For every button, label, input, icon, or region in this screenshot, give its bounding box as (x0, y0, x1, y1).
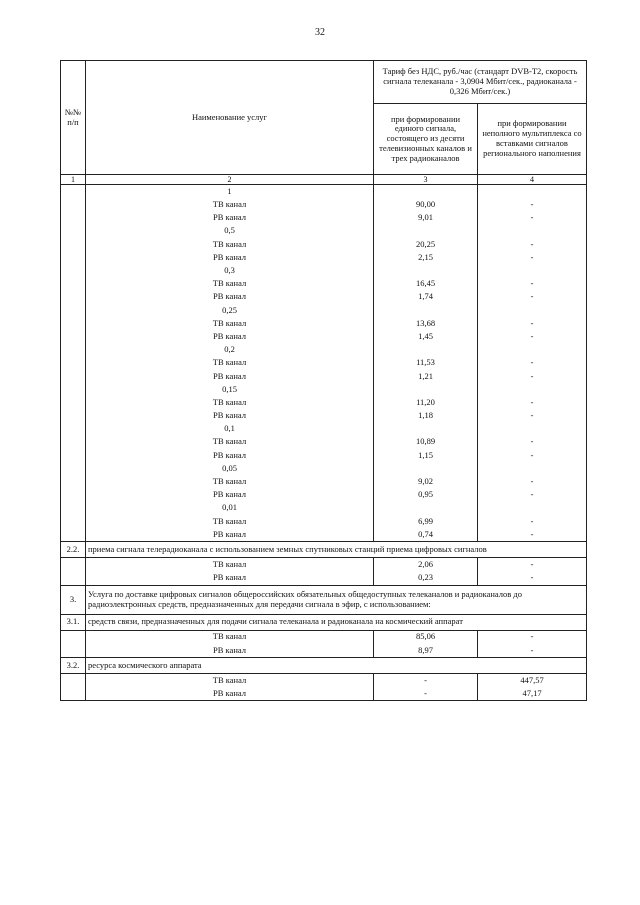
table-row (61, 515, 587, 528)
row-label: РВ канал (86, 251, 374, 264)
value-col3: 9,02 (374, 475, 478, 488)
column-number: 1 (61, 175, 86, 185)
header-sub-col3: при формировании единого сигнала, состоящего из десяти телевизионных каналов и трех радиоканалов (374, 104, 478, 175)
value-col4: - (478, 436, 587, 449)
table-row (61, 212, 587, 225)
value-col4 (478, 502, 587, 515)
value-col3 (374, 264, 478, 277)
value-col4: - (478, 475, 587, 488)
row-number-cell (61, 396, 86, 409)
row-label: ТВ канал (86, 436, 374, 449)
column-number: 2 (86, 175, 374, 185)
section-number: 3.2. (61, 658, 86, 674)
value-col3: - (374, 674, 478, 688)
table-row (61, 644, 587, 658)
value-col3: 2,15 (374, 251, 478, 264)
column-number: 3 (374, 175, 478, 185)
header-row (61, 61, 587, 104)
row-label: ТВ канал (86, 515, 374, 528)
row-number-cell (61, 475, 86, 488)
value-col3: 0,74 (374, 528, 478, 542)
row-number-cell (61, 409, 86, 422)
row-label: 0,5 (86, 225, 374, 238)
value-col3: 10,89 (374, 436, 478, 449)
value-col3: 13,68 (374, 317, 478, 330)
row-label: 1 (86, 185, 374, 199)
row-label: РВ канал (86, 571, 374, 585)
value-col4: - (478, 330, 587, 343)
table-row (61, 357, 587, 370)
section-row (61, 658, 587, 674)
value-col3: 8,97 (374, 644, 478, 658)
value-col3 (374, 502, 478, 515)
table-row (61, 317, 587, 330)
row-number-cell (61, 264, 86, 277)
value-col4: - (478, 409, 587, 422)
row-label: РВ канал (86, 409, 374, 422)
value-col3: 0,95 (374, 489, 478, 502)
section-number: 3.1. (61, 614, 86, 630)
row-number-cell (61, 436, 86, 449)
row-label: РВ канал (86, 489, 374, 502)
table-row (61, 687, 587, 701)
row-label: 0,25 (86, 304, 374, 317)
page-number: 32 (315, 27, 325, 38)
table-row (61, 278, 587, 291)
row-number-cell (61, 198, 86, 211)
section-row (61, 614, 587, 630)
table-row (61, 238, 587, 251)
table-row (61, 304, 587, 317)
value-col3: 1,18 (374, 409, 478, 422)
row-number-cell (61, 571, 86, 585)
value-col4: 447,57 (478, 674, 587, 688)
table-row (61, 571, 587, 585)
value-col3: 9,01 (374, 212, 478, 225)
row-label: ТВ канал (86, 674, 374, 688)
value-col4: - (478, 278, 587, 291)
value-col3 (374, 462, 478, 475)
row-number-cell (61, 251, 86, 264)
table-row (61, 185, 587, 199)
value-col3: - (374, 687, 478, 701)
header-tariff-title: Тариф без НДС, руб./час (стандарт DVB-T2, скорость сигнала телеканала - 3,0904 Мбит/сек., радиоканала - 0,326 Мбит/сек.) (374, 61, 587, 104)
value-col4 (478, 185, 587, 199)
row-number-cell (61, 357, 86, 370)
table-row (61, 436, 587, 449)
header-col-number: №№ п/п (61, 61, 86, 175)
row-number-cell (61, 449, 86, 462)
row-label: ТВ канал (86, 238, 374, 251)
table-row (61, 674, 587, 688)
row-label: ТВ канал (86, 396, 374, 409)
row-label: 0,01 (86, 502, 374, 515)
value-col3: 1,21 (374, 370, 478, 383)
value-col3: 20,25 (374, 238, 478, 251)
table-row (61, 462, 587, 475)
value-col4: - (478, 449, 587, 462)
row-number-cell (61, 462, 86, 475)
row-label: РВ канал (86, 370, 374, 383)
value-col3: 1,74 (374, 291, 478, 304)
section-number: 3. (61, 585, 86, 614)
row-label: ТВ канал (86, 278, 374, 291)
table-row (61, 409, 587, 422)
value-col4: - (478, 396, 587, 409)
row-number-cell (61, 225, 86, 238)
row-number-cell (61, 423, 86, 436)
value-col4: - (478, 630, 587, 644)
value-col4 (478, 343, 587, 356)
value-col4 (478, 304, 587, 317)
value-col3: 1,45 (374, 330, 478, 343)
value-col4: - (478, 644, 587, 658)
row-number-cell (61, 330, 86, 343)
row-number-cell (61, 515, 86, 528)
section-title: Услуга по доставке цифровых сигналов общероссийских обязательных общедоступных телеканалов и радиоканалов до радиоэлектронных средств, предназначенных для передачи сигнала в эфир, с использованием: (86, 585, 587, 614)
value-col4: - (478, 515, 587, 528)
section-row (61, 542, 587, 558)
value-col4 (478, 423, 587, 436)
row-label: ТВ канал (86, 317, 374, 330)
row-number-cell (61, 304, 86, 317)
value-col4: - (478, 291, 587, 304)
row-number-cell (61, 185, 86, 199)
value-col3 (374, 383, 478, 396)
value-col4: - (478, 238, 587, 251)
table-row (61, 198, 587, 211)
table-row (61, 330, 587, 343)
row-label: ТВ канал (86, 630, 374, 644)
table-row (61, 370, 587, 383)
row-number-cell (61, 212, 86, 225)
row-number-cell (61, 528, 86, 542)
row-label: 0,1 (86, 423, 374, 436)
row-number-cell (61, 489, 86, 502)
value-col3: 90,00 (374, 198, 478, 211)
row-number-cell (61, 238, 86, 251)
row-number-cell (61, 291, 86, 304)
header-col-service-name: Наименование услуг (86, 61, 374, 175)
table-row (61, 630, 587, 644)
row-number-cell (61, 558, 86, 572)
value-col4: - (478, 251, 587, 264)
row-number-cell (61, 383, 86, 396)
tariff-table (60, 60, 587, 701)
value-col3: 6,99 (374, 515, 478, 528)
row-number-cell (61, 687, 86, 701)
value-col3: 11,20 (374, 396, 478, 409)
section-title: ресурса космического аппарата (86, 658, 587, 674)
value-col4 (478, 225, 587, 238)
value-col4: - (478, 528, 587, 542)
table-row (61, 558, 587, 572)
row-number-cell (61, 674, 86, 688)
value-col4: 47,17 (478, 687, 587, 701)
value-col4: - (478, 212, 587, 225)
table-row (61, 383, 587, 396)
row-label: РВ канал (86, 291, 374, 304)
row-number-cell (61, 644, 86, 658)
value-col4 (478, 264, 587, 277)
row-label: РВ канал (86, 528, 374, 542)
section-title: приема сигнала телерадиоканала с использованием земных спутниковых станций приема цифровых сигналов (86, 542, 587, 558)
header-sub-col4: при формировании неполного мультиплекса со вставками сигналов регионального наполнения (478, 104, 587, 175)
row-number-cell (61, 278, 86, 291)
row-label: РВ канал (86, 449, 374, 462)
value-col4: - (478, 571, 587, 585)
row-label: ТВ канал (86, 558, 374, 572)
section-title: средств связи, предназначенных для подачи сигнала телеканала и радиоканала на космический аппарат (86, 614, 587, 630)
row-label: ТВ канал (86, 198, 374, 211)
value-col3 (374, 185, 478, 199)
row-number-cell (61, 630, 86, 644)
row-label: 0,3 (86, 264, 374, 277)
row-label: РВ канал (86, 330, 374, 343)
column-numbers-row (61, 175, 587, 185)
value-col4 (478, 462, 587, 475)
value-col4: - (478, 198, 587, 211)
value-col3: 11,53 (374, 357, 478, 370)
value-col3: 2,06 (374, 558, 478, 572)
value-col3 (374, 343, 478, 356)
table-row (61, 264, 587, 277)
value-col3 (374, 423, 478, 436)
section-number: 2.2. (61, 542, 86, 558)
row-number-cell (61, 502, 86, 515)
value-col3: 0,23 (374, 571, 478, 585)
value-col3: 85,06 (374, 630, 478, 644)
table-row (61, 528, 587, 542)
value-col3: 1,15 (374, 449, 478, 462)
table-row (61, 343, 587, 356)
row-number-cell (61, 343, 86, 356)
row-label: 0,05 (86, 462, 374, 475)
value-col4: - (478, 357, 587, 370)
row-label: РВ канал (86, 644, 374, 658)
table-row (61, 423, 587, 436)
table-row (61, 291, 587, 304)
value-col4: - (478, 370, 587, 383)
column-number: 4 (478, 175, 587, 185)
table-row (61, 489, 587, 502)
row-label: 0,2 (86, 343, 374, 356)
row-number-cell (61, 370, 86, 383)
value-col3 (374, 304, 478, 317)
table-row (61, 225, 587, 238)
table-row (61, 396, 587, 409)
table-row (61, 449, 587, 462)
row-label: 0,15 (86, 383, 374, 396)
section-row (61, 585, 587, 614)
row-label: РВ канал (86, 212, 374, 225)
row-label: ТВ канал (86, 475, 374, 488)
value-col3 (374, 225, 478, 238)
value-col4: - (478, 558, 587, 572)
value-col4 (478, 383, 587, 396)
value-col4: - (478, 489, 587, 502)
row-number-cell (61, 317, 86, 330)
table-row (61, 251, 587, 264)
row-label: ТВ канал (86, 357, 374, 370)
row-label: РВ канал (86, 687, 374, 701)
table-row (61, 502, 587, 515)
value-col3: 16,45 (374, 278, 478, 291)
table-row (61, 475, 587, 488)
value-col4: - (478, 317, 587, 330)
